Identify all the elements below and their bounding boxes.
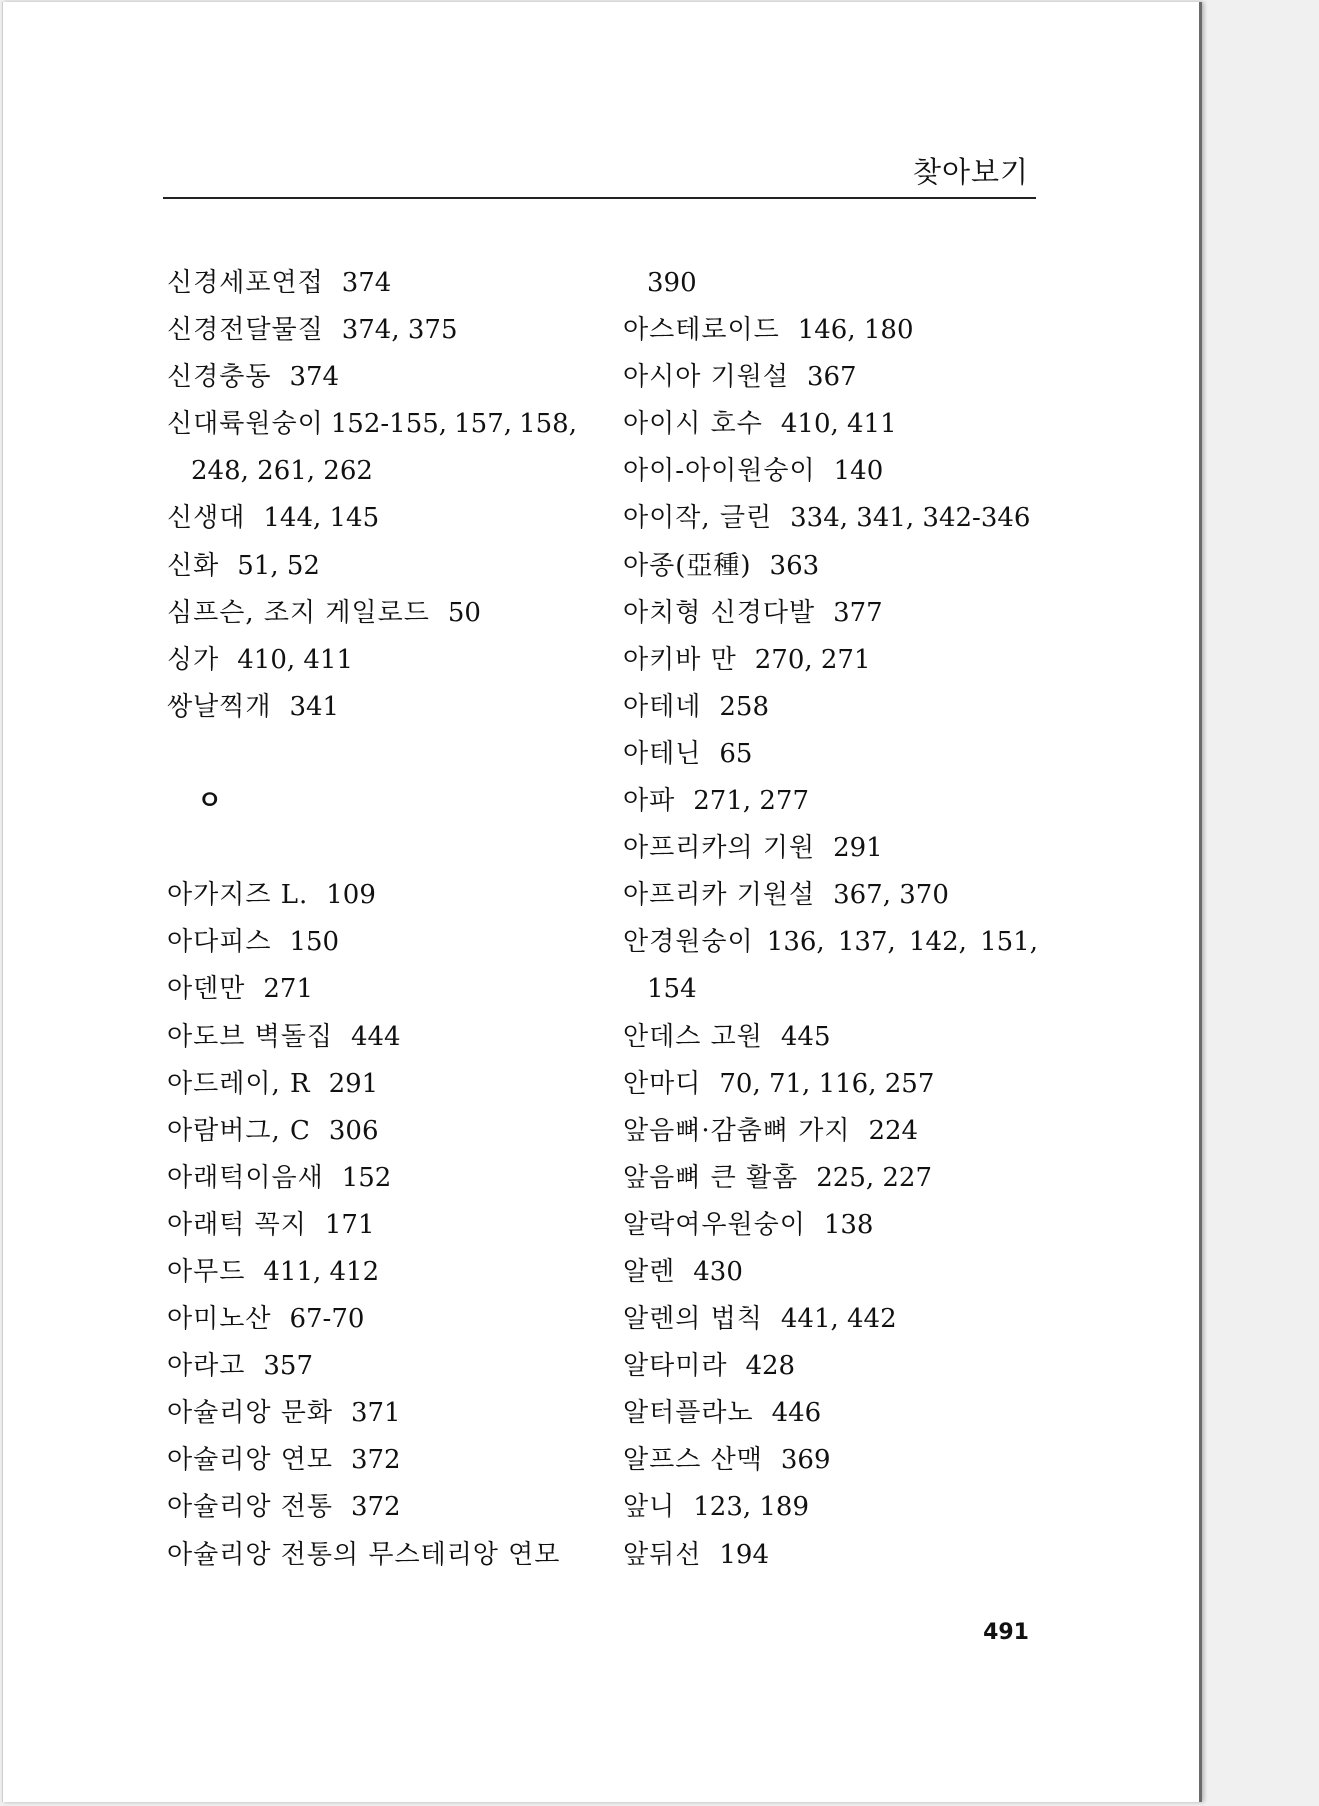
- index-entry-continuation: 154: [647, 974, 697, 1005]
- index-entry: 아래턱이음새 152: [167, 1162, 392, 1193]
- index-entry: 알프스 산맥 369: [623, 1445, 831, 1476]
- index-entry: 앞음뼈·감춤뼈 가지 224: [623, 1115, 919, 1146]
- index-entry: 아무드 411, 412: [167, 1256, 380, 1287]
- index-entry: 신경세포연접 374: [167, 268, 392, 298]
- header-rule: [163, 197, 1036, 199]
- index-entry: 앞니 123, 189: [623, 1492, 810, 1523]
- index-entry: 아가지즈 L. 109: [167, 880, 376, 911]
- index-entry: 앞음뼈 큰 활홈 225, 227: [623, 1162, 933, 1193]
- index-entry: 싱가 410, 411: [167, 644, 354, 675]
- index-entry: 아래턱 꼭지 171: [167, 1209, 375, 1240]
- index-column-right: [623, 260, 1053, 1579]
- index-entry: 안데스 고원 445: [623, 1021, 831, 1052]
- index-entry: 안경원숭이 136, 137, 142, 151,: [623, 927, 1038, 958]
- index-entry: 아키바 만 270, 271: [623, 644, 871, 675]
- index-entry: 아드레이, R 291: [167, 1068, 379, 1099]
- document-page: [2, 2, 1202, 1802]
- index-entry: 알타미라 428: [623, 1351, 796, 1382]
- index-entry: 아덴만 271: [167, 974, 313, 1005]
- index-entry: 알렌 430: [623, 1256, 743, 1287]
- index-entry: 신경충동 374: [167, 362, 340, 393]
- index-entry-continuation: 248, 261, 262: [191, 456, 373, 487]
- index-entry: 신대륙원숭이 152-155, 157, 158,: [167, 409, 577, 440]
- index-entry: 아이시 호수 410, 411: [623, 409, 897, 440]
- index-entry: 아종(亞種) 363: [623, 550, 820, 581]
- index-entry: 알락여우원숭이 138: [623, 1209, 874, 1240]
- index-entry: 아파 271, 277: [623, 786, 810, 817]
- index-entry: 쌍날찍개 341: [167, 691, 340, 722]
- index-entry-continuation: 390: [647, 268, 697, 298]
- index-entry: 아라고 357: [167, 1351, 313, 1382]
- index-entry: 아스테로이드 146, 180: [623, 315, 914, 346]
- index-entry: 앞뒤선 194: [623, 1539, 769, 1570]
- spacer: [167, 825, 607, 872]
- index-entry: 아도브 벽돌집 444: [167, 1021, 401, 1052]
- index-entry: 아치형 신경다발 377: [623, 597, 883, 628]
- index-entry: 신생대 144, 145: [167, 503, 380, 534]
- index-entry: 아슐리앙 전통 372: [167, 1492, 401, 1523]
- index-entry: 아프리카의 기원 291: [623, 833, 883, 864]
- index-entry: 아슐리앙 문화 371: [167, 1398, 401, 1429]
- index-entry: 아다피스 150: [167, 927, 340, 958]
- index-entry: 아이-아이원숭이 140: [623, 456, 884, 487]
- index-entry: 아테닌 65: [623, 738, 753, 769]
- index-entry: 알렌의 법칙 441, 442: [623, 1304, 897, 1335]
- index-entry: 신화 51, 52: [167, 550, 320, 581]
- index-entry: 심프슨, 조지 게일로드 50: [167, 597, 481, 628]
- index-entry: 아슐리앙 전통의 무스테리앙 연모: [167, 1539, 561, 1570]
- running-head: 찾아보기: [912, 155, 1029, 189]
- index-entry: 아람버그, C 306: [167, 1115, 379, 1146]
- index-entry: 안마디 70, 71, 116, 257: [623, 1068, 935, 1099]
- spacer: [167, 731, 607, 778]
- index-entry: 아테네 258: [623, 691, 769, 722]
- index-entry: 아미노산 67-70: [167, 1304, 365, 1335]
- index-column-left: [167, 260, 607, 1579]
- page-number: 491: [983, 1620, 1029, 1645]
- index-entry: 신경전달물질 374, 375: [167, 315, 458, 346]
- index-entry: 알터플라노 446: [623, 1398, 822, 1429]
- index-entry: 아프리카 기원설 367, 370: [623, 880, 949, 911]
- section-heading: ㅇ: [197, 786, 223, 817]
- index-entry: 아이작, 글린 334, 341, 342-346: [623, 503, 1031, 534]
- index-entry: 아슐리앙 연모 372: [167, 1445, 401, 1476]
- index-entry: 아시아 기원설 367: [623, 362, 857, 393]
